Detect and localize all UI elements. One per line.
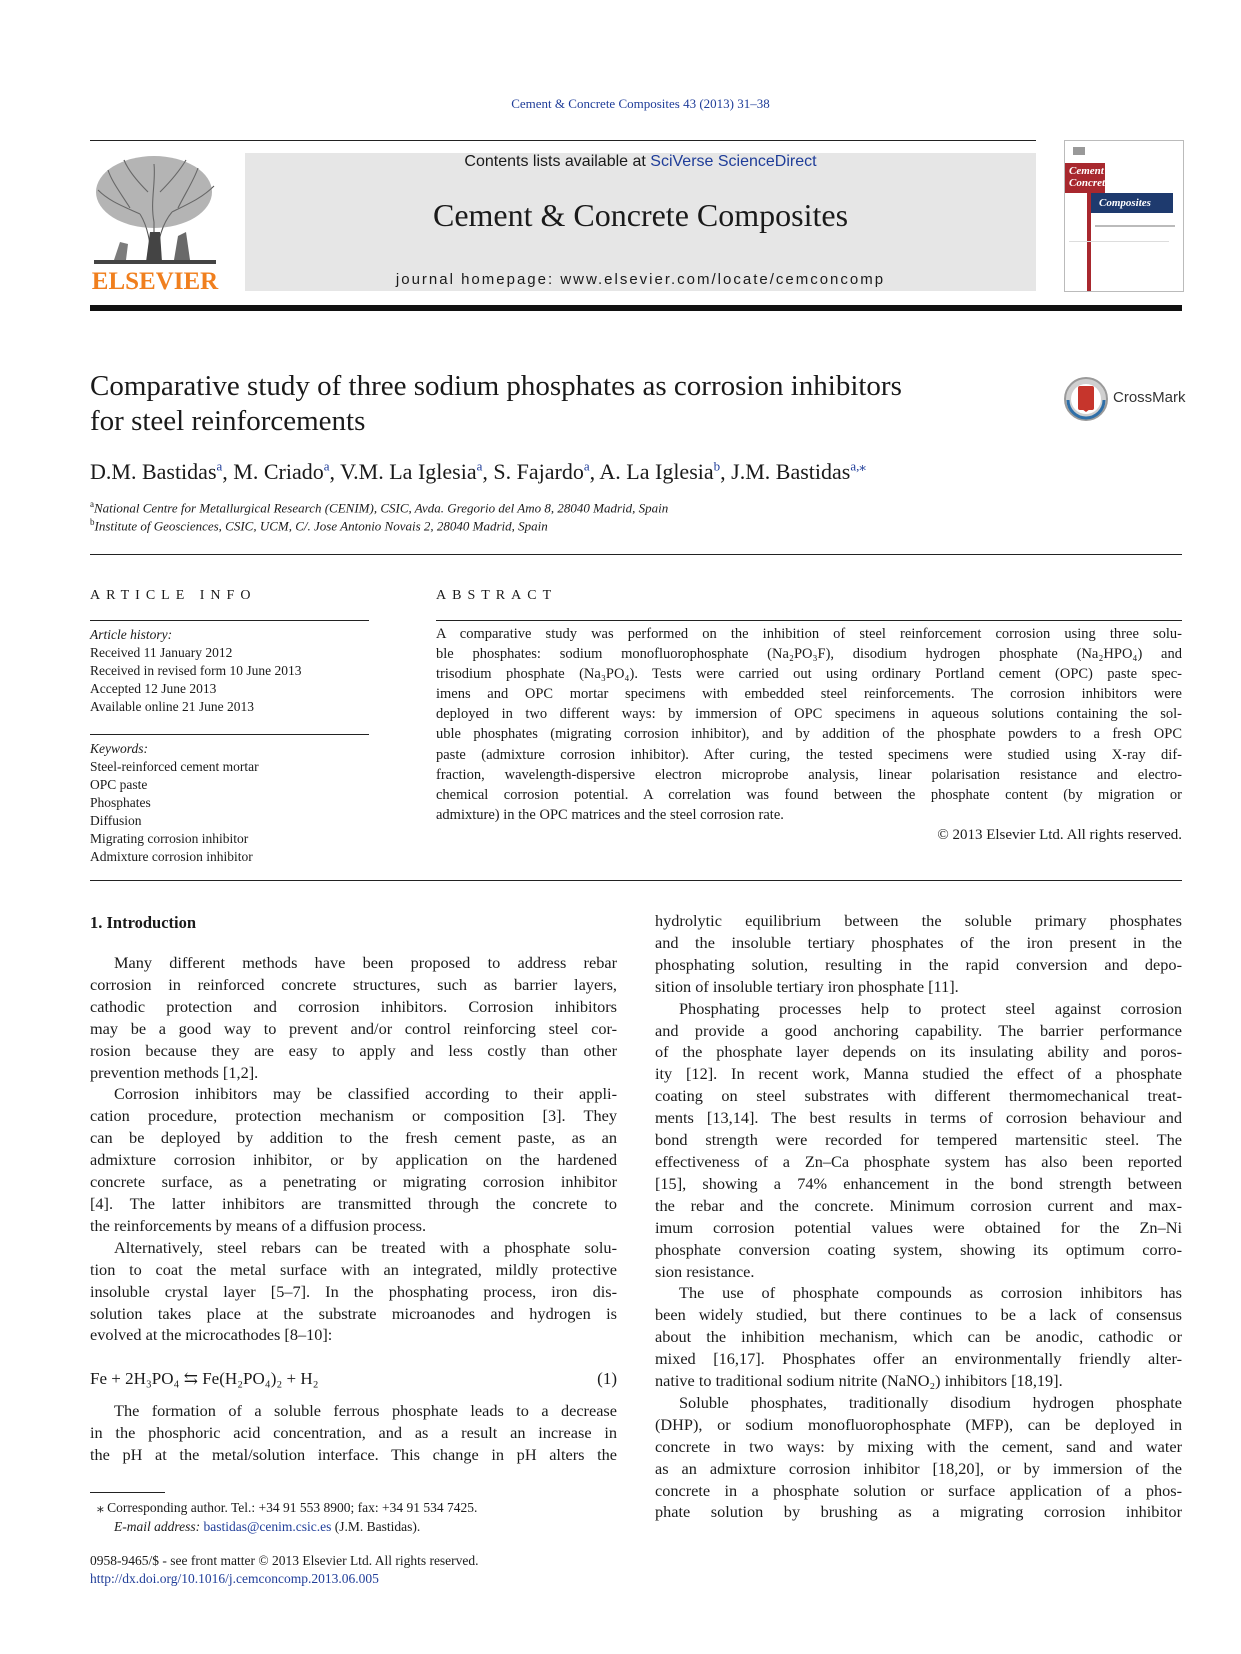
body-line: effectiveness of a Zn–Ca phosphate system has also been reported	[655, 1151, 1182, 1171]
email-note	[114, 1519, 420, 1535]
body-line: corrosion in reinforced concrete structures, such as barrier layers,	[90, 974, 617, 994]
body-line: phate solution by brushing as a migrating corrosion inhibitor	[655, 1502, 1182, 1522]
body-line: insoluble crystal layer [5–7]. In the phosphating process, iron dis-	[90, 1281, 617, 1301]
crossmark-badge[interactable]	[1063, 376, 1223, 422]
body-line: concrete surface, as a penetrating or migrating corrosion inhibitor	[90, 1172, 617, 1192]
abstract-rule	[436, 620, 1182, 621]
body-line: prevention methods [1,2].	[90, 1062, 259, 1082]
equation-1	[90, 1369, 617, 1389]
body-line: concrete in a phosphate solution or surface application of a phos-	[655, 1480, 1182, 1500]
article-title-line-1: Comparative study of three sodium phosphates as corrosion inhibitors	[90, 370, 902, 402]
elsevier-wordmark: ELSEVIER	[91, 268, 219, 295]
cover-art	[1065, 141, 1183, 291]
abstract-text	[436, 624, 1182, 825]
equation-text: Fe + 2H₃PO₄ ⇆ Fe(H₂PO₄)₂ + H₂	[90, 1369, 319, 1388]
abstract-line: ble phosphates: sodium monofluorophosphate (Na₂PO₃F), disodium hydrogen phosphate (Na₂HPO₄) and	[436, 646, 1182, 663]
author: A. La Iglesia$^b$	[599, 459, 721, 485]
body-line: and the insoluble tertiary phosphates of the iron present in the	[655, 932, 1182, 952]
body-line: the pH at the metal/solution interface. This change in pH alters the	[90, 1444, 617, 1464]
section-rule	[90, 554, 1182, 555]
body-line: The use of phosphate compounds as corrosion inhibitors has	[679, 1283, 1182, 1303]
keyword: OPC paste	[90, 777, 148, 792]
body-line: been widely studied, but there continues to be a lack of consensus	[655, 1305, 1182, 1325]
body-line: Phosphating processes help to protect steel against corrosion	[679, 998, 1182, 1018]
abstract-line: admixture) in the OPC matrices and the steel corrosion rate.	[436, 806, 784, 823]
affiliation: $^a$National Centre for Metallurgical Research (CENIM), CSIC, Avda. Gregorio del Amo 8, 28040 Madrid, Spain	[90, 499, 669, 516]
author: M. Criado$^a$	[233, 459, 330, 485]
body-line: [4]. The latter inhibitors are transmitted through the concrete to	[90, 1193, 617, 1213]
body-line: as an admixture corrosion inhibitor [18,20], or by immersion of the	[655, 1458, 1182, 1478]
footnote-rule	[90, 1492, 165, 1493]
body-line: of the phosphate layer depends on its insulating ability and poros-	[655, 1042, 1182, 1062]
body-line: in the phosphoric acid concentration, and as a result an increase in	[90, 1422, 617, 1442]
body-line: hydrolytic equilibrium between the soluble primary phosphates	[655, 911, 1182, 930]
body-line: mixed [16,17]. Phosphates offer an environmentally friendly alter-	[655, 1349, 1182, 1369]
body-line: The formation of a soluble ferrous phosphate leads to a decrease	[114, 1401, 617, 1420]
body-line: (DHP), or sodium monofluorophosphate (MFP), can be deployed in	[655, 1414, 1182, 1434]
author: J.M. Bastidas$^{a,⁎}$	[731, 459, 866, 485]
body-column-left	[90, 952, 617, 1346]
article-title-line-2: for steel reinforcements	[90, 405, 366, 437]
body-line: ments [13,14]. The best results in terms of corrosion behaviour and	[655, 1108, 1182, 1128]
corresponding-author-note: ⁎ Corresponding author. Tel.: +34 91 553 8900; fax: +34 91 534 7425.	[97, 1500, 478, 1515]
history-label: Article history:	[90, 627, 173, 642]
body-line: coating on steel substrates with different thermomechanical treat-	[655, 1086, 1182, 1106]
cover-title-3: Composites	[1099, 197, 1151, 209]
sciencedirect-link[interactable]: SciVerse ScienceDirect	[650, 153, 817, 170]
crossmark-icon	[1063, 376, 1109, 422]
body-line: sition of insoluble tertiary iron phosphate [11].	[655, 976, 959, 996]
section-heading: 1. Introduction	[90, 913, 197, 932]
affiliation: $^b$Institute of Geosciences, CSIC, UCM, C/. Jose Antonio Novais 2, 28040 Madrid, Spain	[90, 517, 548, 534]
body-line: ity [12]. In recent work, Manna studied the effect of a phosphate	[655, 1064, 1182, 1084]
info-rule	[90, 620, 369, 621]
journal-name: Cement & Concrete Composites	[432, 197, 849, 233]
body-line: the rebar and the concrete. Minimum corrosion current and max-	[655, 1195, 1182, 1215]
info-rule	[90, 734, 369, 735]
history-item: Received 11 January 2012	[90, 645, 233, 660]
abstract-line: A comparative study was performed on the inhibition of steel reinforcement corrosion using three solu-	[436, 626, 1182, 642]
body-line: [15], showing a 74% enhancement in the bond strength between	[655, 1173, 1182, 1193]
author: S. Fajardo$^a$	[493, 459, 590, 485]
top-rule	[90, 140, 1036, 141]
history-item: Received in revised form 10 June 2013	[90, 663, 302, 678]
cover-title-2: Concrete	[1069, 177, 1110, 189]
body-line: and provide a good anchoring capability. The barrier performance	[655, 1020, 1182, 1040]
body-line: bond strength were recorded for tempered martensitic steel. The	[655, 1130, 1182, 1150]
body-line: solution takes place at the substrate microanodes and hydrogen is	[90, 1303, 617, 1323]
body-line: phosphate conversion coating system, showing its optimum corro-	[655, 1239, 1182, 1259]
equation-number: (1)	[597, 1369, 617, 1388]
journal-citation[interactable]: Cement & Concrete Composites 43 (2013) 31–38	[511, 96, 770, 111]
body-line: tion to coat the metal surface with an integrated, mildly protective	[90, 1259, 617, 1279]
body-line: Corrosion inhibitors may be classified according to their appli-	[114, 1084, 617, 1104]
author: D.M. Bastidas$^a$	[90, 459, 223, 485]
keyword: Diffusion	[90, 813, 142, 828]
body-line: about the inhibition mechanism, which can be anodic, cathodic or	[655, 1327, 1182, 1347]
email-suffix: (J.M. Bastidas).	[331, 1519, 421, 1534]
cover-title-1: Cement &	[1069, 165, 1116, 177]
keyword: Phosphates	[90, 795, 151, 810]
email-link[interactable]: bastidas@cenim.csic.es	[203, 1519, 332, 1534]
body-line: native to traditional sodium nitrite (NaNO₂) inhibitors [18,19].	[655, 1371, 1063, 1391]
body-line: cation procedure, protection mechanism or composition [3]. They	[90, 1106, 617, 1126]
body-line: evolved at the microcathodes [8–10]:	[90, 1325, 333, 1345]
body-line: phosphating solution, resulting in the rapid conversion and depo-	[655, 954, 1182, 974]
doi-link[interactable]: http://dx.doi.org/10.1016/j.cemconcomp.2013.06.005	[90, 1571, 379, 1586]
journal-homepage[interactable]: journal homepage: www.elsevier.com/locate/cemconcomp	[395, 271, 886, 288]
abstract-line: imens and OPC mortar specimens with embedded steel reinforcements. The corrosion inhibitors were	[436, 686, 1182, 703]
abstract-line: fraction, wavelength-dispersive electron microprobe analysis, linear polarisation resistance and electro-	[436, 766, 1182, 783]
body-line: the reinforcements by means of a diffusion process.	[90, 1215, 427, 1235]
crossmark-label: CrossMark	[1113, 389, 1186, 406]
body-line: may be a good way to prevent and/or control reinforcing steel cor-	[90, 1018, 617, 1038]
contents-availability	[245, 153, 1036, 171]
header-thick-rule	[90, 305, 1182, 311]
keyword: Migrating corrosion inhibitor	[90, 831, 249, 846]
section-rule	[90, 880, 1182, 881]
abstract-heading: ABSTRACT	[436, 588, 558, 603]
body-line: Alternatively, steel rebars can be treated with a phosphate solu-	[114, 1237, 617, 1257]
journal-cover-thumbnail	[1064, 140, 1184, 292]
body-column-right	[655, 910, 1182, 1523]
body-line: sion resistance.	[655, 1261, 755, 1281]
history-item: Available online 21 June 2013	[90, 699, 254, 714]
body-line: Many different methods have been proposed to address rebar	[114, 953, 617, 972]
keyword: Admixture corrosion inhibitor	[90, 849, 253, 864]
author: V.M. La Iglesia$^a$	[340, 459, 483, 485]
abstract-copyright: © 2013 Elsevier Ltd. All rights reserved.	[937, 827, 1182, 843]
author-list: D.M. Bastidas$^a$, M. Criado$^a$, V.M. La Iglesia$^a$, S. Fajardo$^a$, A. La Iglesia$^b$, J.M. Bastidas$^{a,⁎}$	[90, 459, 866, 485]
abstract-line: deployed in two different ways: by immersion of OPC specimens in aqueous solutions containing the sol-	[436, 706, 1182, 723]
body-line: rosion because they are easy to apply and less costly than other	[90, 1040, 617, 1060]
keywords-label: Keywords:	[90, 741, 148, 756]
issn-line: 0958-9465/$ - see front matter © 2013 Elsevier Ltd. All rights reserved.	[90, 1553, 479, 1568]
body-line: can be deployed by addition to the fresh cement paste, as an	[90, 1128, 617, 1148]
body-column-left-continued	[90, 1400, 617, 1466]
email-label: E-mail address:	[114, 1519, 204, 1534]
body-line: Soluble phosphates, traditionally disodium hydrogen phosphate	[679, 1392, 1182, 1412]
body-line: cathodic protection and corrosion inhibitors. Corrosion inhibitors	[90, 996, 617, 1016]
keyword: Steel-reinforced cement mortar	[90, 759, 259, 774]
body-line: concrete in two ways: by mixing with the cement, sand and water	[655, 1436, 1182, 1456]
abstract-line: uble phosphates (migrating corrosion inhibitor), and by addition of the phosphate powders to a fresh OPC	[436, 726, 1182, 743]
abstract-line: trisodium phosphate (Na₃PO₄). Tests were carried out using ordinary Portland cement (OPC) paste spec-	[436, 666, 1182, 683]
body-line: admixture corrosion inhibitor, or by application on the hardened	[90, 1150, 617, 1170]
body-line: imum corrosion potential values were obtained for the Zn–Ni	[655, 1217, 1182, 1237]
history-item: Accepted 12 June 2013	[90, 681, 217, 696]
abstract-line: paste (admixture corrosion inhibitor). After curing, the tested specimens were studied using X-ray dif-	[436, 746, 1182, 763]
contents-prefix: Contents lists available at	[464, 153, 651, 170]
abstract-line: chemical corrosion potential. A correlation was found between the phosphate content (by migration or	[436, 786, 1182, 803]
article-info-heading: ARTICLE INFO	[90, 588, 257, 603]
